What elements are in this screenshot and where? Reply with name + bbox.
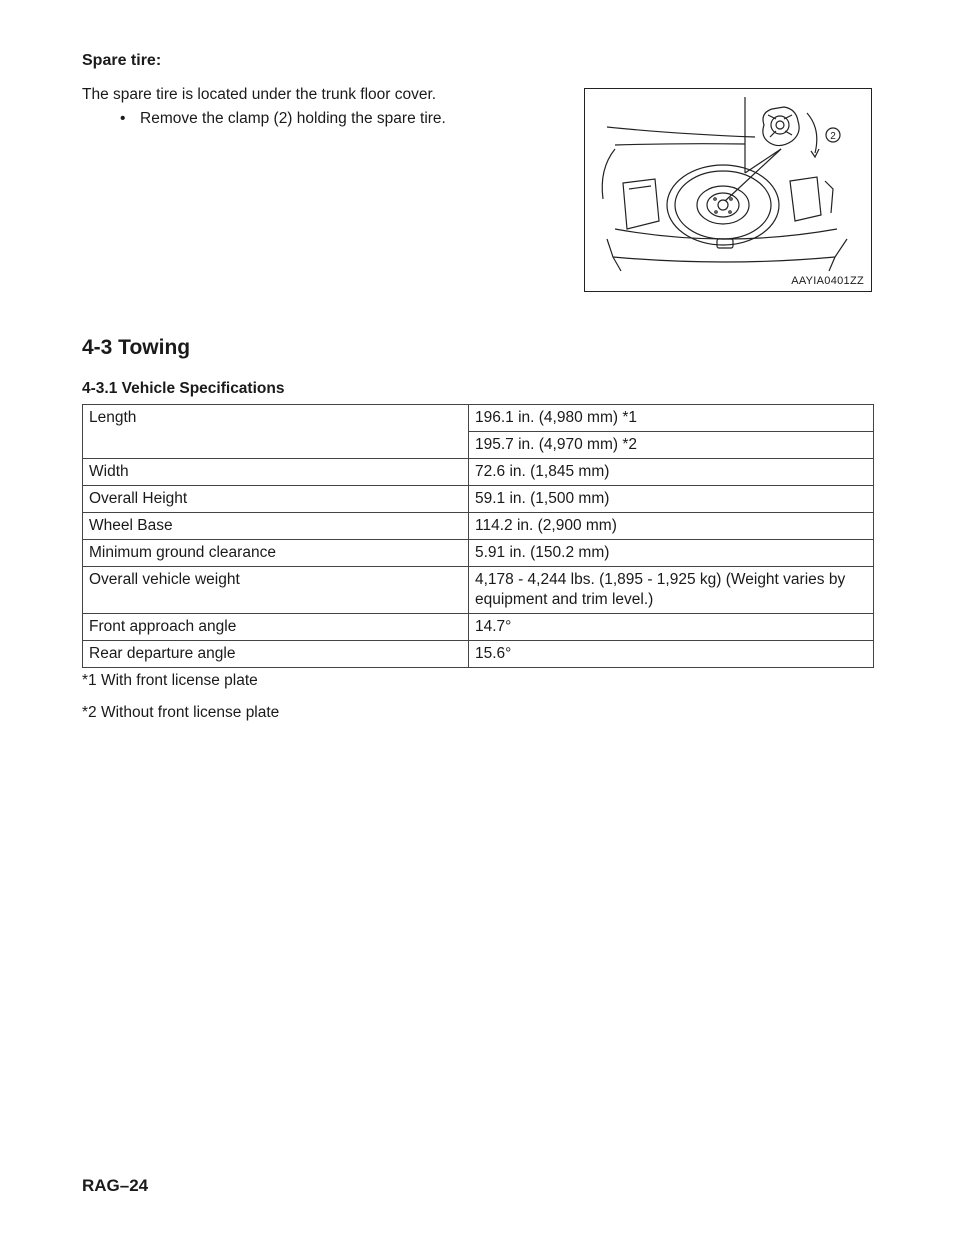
table-row <box>83 540 874 567</box>
table-row <box>83 486 874 513</box>
vehicle-specifications-table <box>82 404 874 668</box>
figure-code: AAYIA0401ZZ <box>791 275 864 287</box>
spec-label: Front approach angle <box>83 614 469 641</box>
page-number: RAG–24 <box>82 1176 149 1195</box>
spec-value: 59.1 in. (1,500 mm) <box>469 486 874 513</box>
subsection-title: 4-3.1 Vehicle Specifications <box>82 380 285 397</box>
spare-tire-description: The spare tire is located under the trunk floor cover. <box>82 86 437 103</box>
spec-label: Wheel Base <box>83 513 469 540</box>
spare-tire-heading: Spare tire: <box>82 52 162 69</box>
table-row <box>83 405 874 432</box>
table-row <box>83 432 874 459</box>
spec-value: 15.6° <box>469 641 874 668</box>
spare-tire-figure <box>584 88 872 292</box>
spec-value: 5.91 in. (150.2 mm) <box>469 540 874 567</box>
bullet-text: Remove the clamp (2) holding the spare tire. <box>140 110 446 127</box>
table-row <box>83 567 874 614</box>
trunk-illustration <box>585 89 873 293</box>
table-row <box>83 641 874 668</box>
bullet-symbol: • <box>120 110 126 127</box>
table-row <box>83 459 874 486</box>
bullet-item <box>120 110 446 128</box>
spec-value: 195.7 in. (4,970 mm) *2 <box>469 432 874 459</box>
spec-value: 14.7° <box>469 614 874 641</box>
spec-label: Width <box>83 459 469 486</box>
section-title: 4-3 Towing <box>82 336 191 359</box>
spec-value: 4,178 - 4,244 lbs. (1,895 - 1,925 kg) (Weight varies by equipment and trim level.) <box>469 567 874 614</box>
footnote-1: *1 With front license plate <box>82 672 258 689</box>
table-row <box>83 614 874 641</box>
callout-number: 2 <box>830 131 836 142</box>
table-row <box>83 513 874 540</box>
spec-value: 196.1 in. (4,980 mm) *1 <box>469 405 874 432</box>
spec-label <box>83 432 469 459</box>
spec-label: Minimum ground clearance <box>83 540 469 567</box>
spec-label: Overall vehicle weight <box>83 567 469 614</box>
footnote-2: *2 Without front license plate <box>82 704 280 721</box>
spec-value: 72.6 in. (1,845 mm) <box>469 459 874 486</box>
spec-label: Rear departure angle <box>83 641 469 668</box>
spec-label: Length <box>83 405 469 432</box>
spec-label: Overall Height <box>83 486 469 513</box>
spec-value: 114.2 in. (2,900 mm) <box>469 513 874 540</box>
